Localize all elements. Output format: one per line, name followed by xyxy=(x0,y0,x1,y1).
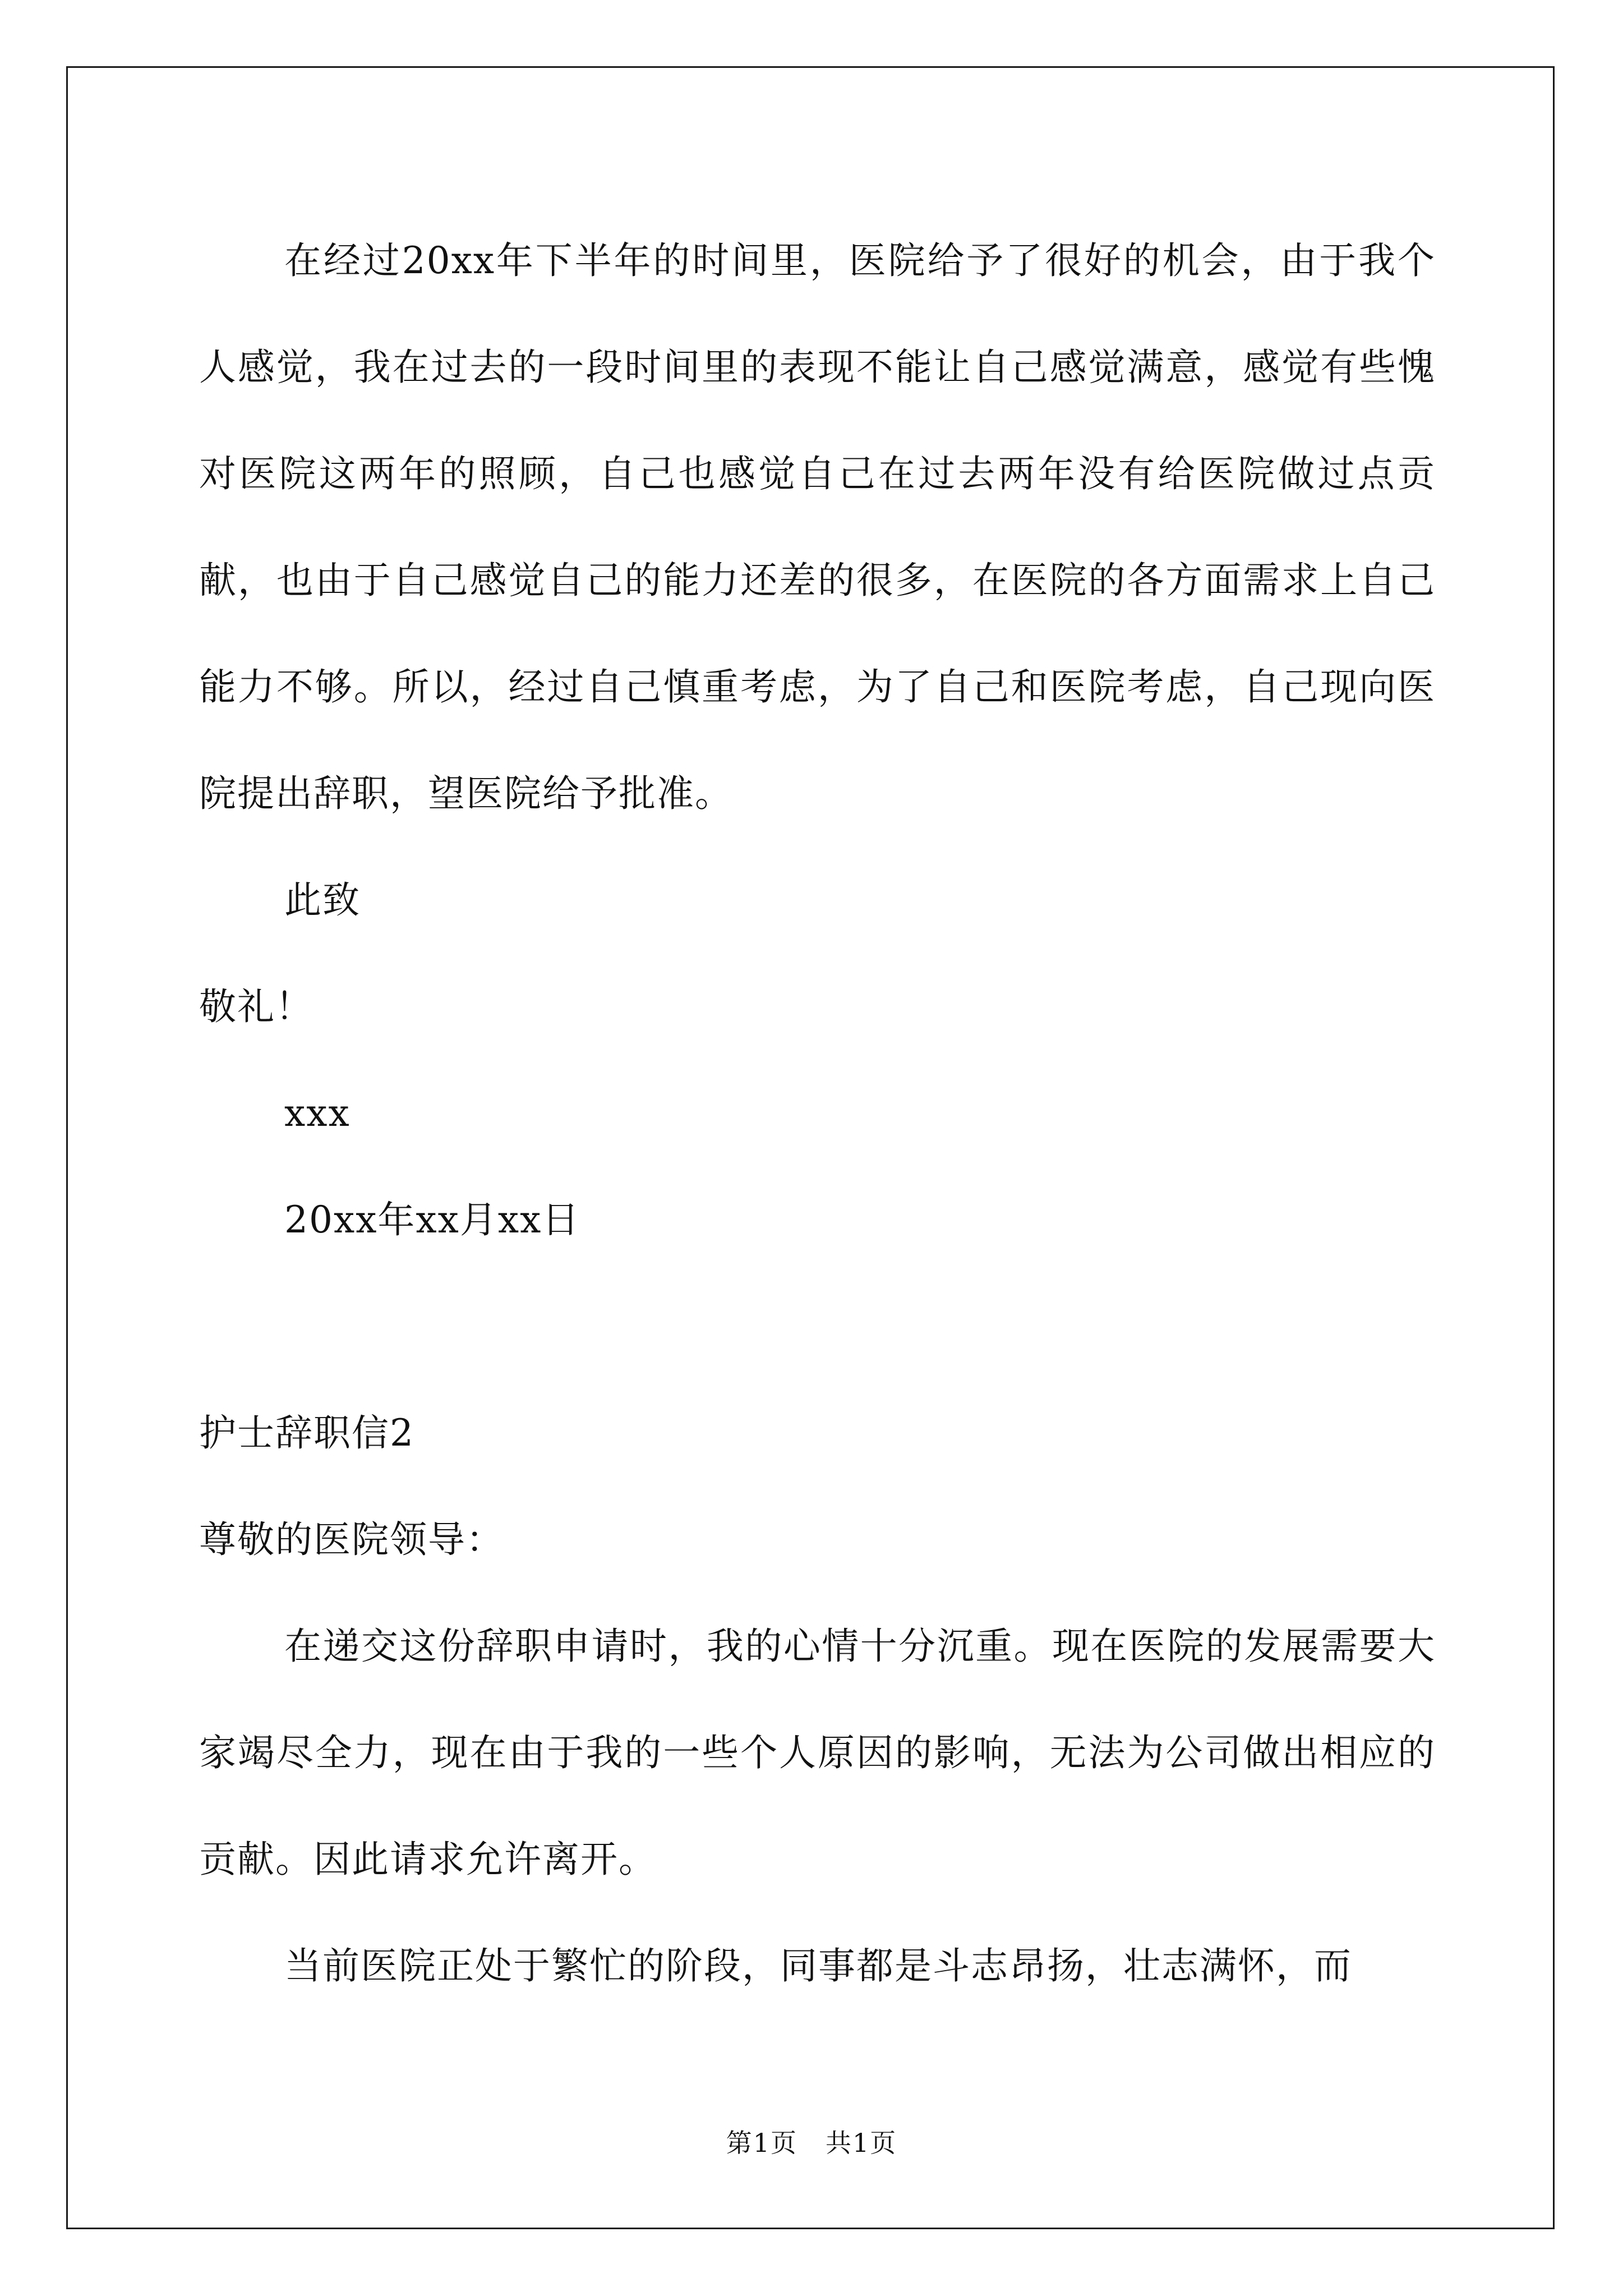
section-title: 护士辞职信2 xyxy=(199,1411,414,1455)
signature-date: 20xx年xx月xx日 xyxy=(284,1198,580,1241)
paragraph-3: 当前医院正处于繁忙的阶段，同事都是斗志昂扬，壮志满怀，而 xyxy=(284,1944,1352,1987)
closing-jingli: 敬礼！ xyxy=(199,985,313,1028)
paragraph-1: 在经过20xx年下半年的时间里，医院给予了很好的机会，由于我个人感觉，我在过去的一段时间里的表现不能让自己感觉满意，感觉有些愧对医院这两年的照顾，自己也感觉自己在过去两年没有给医院做过点贡献，也由于自己感觉自己的能力还差的很多，在医院的各方面需求上自己能力不够。所以，经过自己慎重考虑，为了自己和医院考虑，自己现向医院提出辞职，望医院给予批准。 xyxy=(199,239,1436,815)
spacer xyxy=(199,1273,1436,1380)
signature-name: xxx xyxy=(284,1092,351,1135)
document-body xyxy=(199,208,1436,2019)
page-number: 第1页 xyxy=(726,2128,797,2158)
page-footer xyxy=(0,2126,1623,2160)
closing-cizhi: 此致 xyxy=(284,878,361,922)
page-total: 共1页 xyxy=(826,2128,897,2158)
paragraph-2: 在递交这份辞职申请时，我的心情十分沉重。现在医院的发展需要大家竭尽全力，现在由于我的一些个人原因的影响，无法为公司做出相应的贡献。因此请求允许离开。 xyxy=(199,1625,1436,1881)
salutation: 尊敬的医院领导： xyxy=(199,1518,504,1561)
